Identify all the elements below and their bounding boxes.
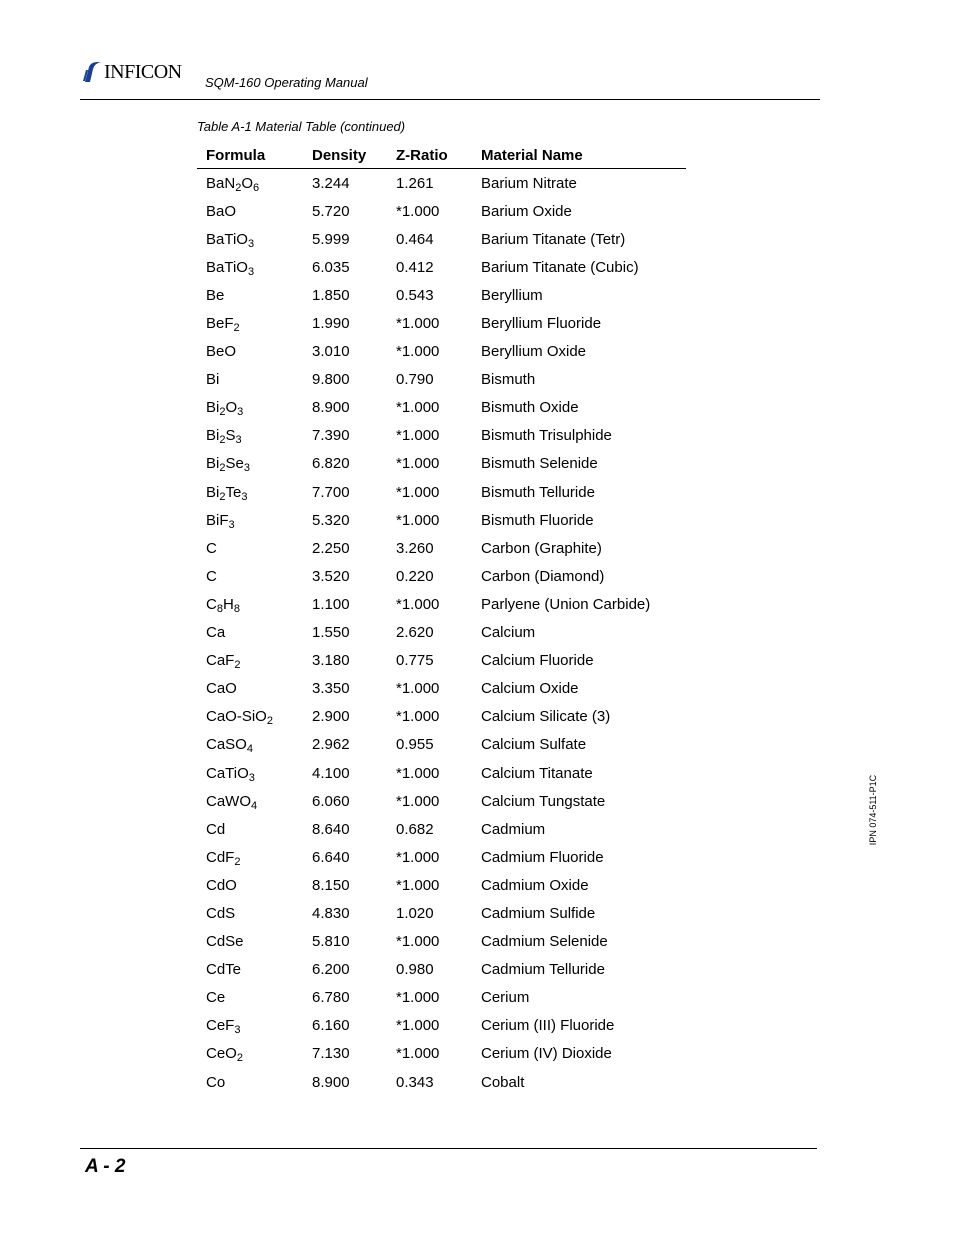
table-row xyxy=(197,534,686,562)
column-header-material-name: Material Name xyxy=(481,142,686,169)
formula-element: CaSO xyxy=(206,736,247,754)
table-row xyxy=(197,366,686,394)
cell-z-ratio: *1.000 xyxy=(396,792,440,810)
cell-z-ratio: 1.020 xyxy=(396,904,434,922)
table-row xyxy=(197,422,686,450)
cell-formula xyxy=(197,928,312,956)
table-row xyxy=(197,506,686,534)
formula-element: CdS xyxy=(206,904,236,922)
formula-subscript: 3 xyxy=(228,518,235,531)
table-row xyxy=(197,787,686,815)
formula-subscript: 3 xyxy=(243,462,250,475)
cell-density: 4.100 xyxy=(312,764,350,782)
cell-name: Cerium xyxy=(481,989,530,1007)
cell-z-ratio: *1.000 xyxy=(396,343,440,361)
formula-element: CdTe xyxy=(206,961,242,979)
table-row xyxy=(197,871,686,899)
formula-element: Bi xyxy=(206,427,220,445)
cell-z-ratio: 0.464 xyxy=(396,230,434,248)
table-row xyxy=(197,309,686,337)
cell-name: Bismuth Trisulphide xyxy=(481,427,612,445)
formula-subscript: 2 xyxy=(236,1052,243,1065)
cell-formula xyxy=(197,422,312,450)
cell-z-ratio: *1.000 xyxy=(396,455,440,473)
formula-subscript: 2 xyxy=(235,181,242,194)
table-row xyxy=(197,1012,686,1040)
formula-element: CaO-SiO xyxy=(206,708,267,726)
cell-name: Barium Oxide xyxy=(481,202,572,220)
cell-z-ratio: *1.000 xyxy=(396,399,440,417)
cell-name: Bismuth Fluoride xyxy=(481,511,594,529)
table-caption: Table A-1 Material Table (continued) xyxy=(197,119,406,134)
cell-z-ratio: 0.775 xyxy=(396,652,434,670)
formula-element: C xyxy=(206,539,217,557)
column-header-z-ratio: Z-Ratio xyxy=(396,142,481,169)
formula-element: CaF xyxy=(206,652,235,670)
cell-formula xyxy=(197,394,312,422)
footer-rule xyxy=(80,1148,817,1149)
formula-element: Te xyxy=(225,483,242,501)
cell-z-ratio: *1.000 xyxy=(396,1017,440,1035)
formula-element: Ca xyxy=(206,624,226,642)
formula-element: CaWO xyxy=(206,792,251,810)
formula-element: Cd xyxy=(206,820,226,838)
formula-element: Ce xyxy=(206,989,226,1007)
cell-name: Cadmium Oxide xyxy=(481,876,589,894)
table-row xyxy=(197,1040,686,1068)
cell-name: Bismuth Oxide xyxy=(481,399,579,417)
cell-density: 7.390 xyxy=(312,427,350,445)
cell-density: 5.320 xyxy=(312,511,350,529)
table-body xyxy=(197,169,686,1097)
cell-formula xyxy=(197,590,312,618)
formula-element: BeO xyxy=(206,343,237,361)
formula-subscript: 2 xyxy=(219,434,226,447)
formula-element: C xyxy=(206,567,217,585)
cell-z-ratio: 0.980 xyxy=(396,961,434,979)
cell-formula xyxy=(197,309,312,337)
cell-name: Carbon (Graphite) xyxy=(481,539,602,557)
formula-subscript: 2 xyxy=(234,855,241,868)
table-row xyxy=(197,815,686,843)
cell-formula xyxy=(197,366,312,394)
cell-density: 3.350 xyxy=(312,680,350,698)
formula-subscript: 3 xyxy=(235,434,242,447)
cell-density: 7.130 xyxy=(312,1045,350,1063)
cell-density: 6.200 xyxy=(312,961,350,979)
cell-density: 6.035 xyxy=(312,258,350,276)
cell-name: Cadmium Telluride xyxy=(481,961,605,979)
cell-formula xyxy=(197,506,312,534)
cell-name: Beryllium xyxy=(481,286,543,304)
cell-density: 5.999 xyxy=(312,230,350,248)
cell-formula xyxy=(197,815,312,843)
formula-subscript: 2 xyxy=(219,462,226,475)
cell-density: 3.180 xyxy=(312,652,350,670)
cell-z-ratio: 0.412 xyxy=(396,258,434,276)
cell-z-ratio: *1.000 xyxy=(396,595,440,613)
cell-name: Bismuth Telluride xyxy=(481,483,595,501)
cell-name: Cadmium xyxy=(481,820,546,838)
formula-subscript: 3 xyxy=(248,771,255,784)
cell-density: 3.010 xyxy=(312,343,350,361)
cell-density: 1.550 xyxy=(312,624,350,642)
cell-formula xyxy=(197,759,312,787)
cell-z-ratio: *1.000 xyxy=(396,315,440,333)
cell-z-ratio: 0.955 xyxy=(396,736,434,754)
cell-formula xyxy=(197,338,312,366)
cell-density: 2.962 xyxy=(312,736,350,754)
cell-density: 6.160 xyxy=(312,1017,350,1035)
cell-name: Bismuth Selenide xyxy=(481,455,598,473)
cell-density: 4.830 xyxy=(312,904,350,922)
cell-name: Cadmium Sulfide xyxy=(481,904,596,922)
cell-z-ratio: *1.000 xyxy=(396,511,440,529)
formula-subscript: 2 xyxy=(219,406,226,419)
formula-element: Bi xyxy=(206,455,220,473)
cell-density: 8.640 xyxy=(312,820,350,838)
cell-name: Calcium Oxide xyxy=(481,680,579,698)
table-row xyxy=(197,899,686,927)
table-row xyxy=(197,281,686,309)
formula-element: Ba xyxy=(206,174,225,192)
cell-density: 6.060 xyxy=(312,792,350,810)
formula-subscript: 3 xyxy=(241,490,248,503)
header-rule xyxy=(80,99,820,100)
cell-name: Parlyene (Union Carbide) xyxy=(481,595,651,613)
cell-z-ratio: 1.261 xyxy=(396,174,434,192)
cell-formula xyxy=(197,1040,312,1068)
formula-element: BaO xyxy=(206,202,237,220)
cell-name: Cadmium Selenide xyxy=(481,933,608,951)
column-header-formula: Formula xyxy=(197,142,312,169)
table-row xyxy=(197,619,686,647)
formula-element: CdF xyxy=(206,848,235,866)
formula-element: O xyxy=(225,399,238,417)
formula-element: H xyxy=(222,595,234,613)
formula-subscript: 3 xyxy=(247,237,255,250)
table-row xyxy=(197,169,686,198)
cell-z-ratio: 0.220 xyxy=(396,567,434,585)
cell-z-ratio: *1.000 xyxy=(396,680,440,698)
table-row xyxy=(197,478,686,506)
table-row xyxy=(197,197,686,225)
material-table xyxy=(197,142,686,1096)
cell-formula xyxy=(197,562,312,590)
cell-formula xyxy=(197,1012,312,1040)
formula-subscript: 8 xyxy=(216,602,223,615)
formula-element: BaTiO xyxy=(206,258,248,276)
formula-subscript: 4 xyxy=(251,799,258,812)
formula-subscript: 3 xyxy=(234,1024,241,1037)
formula-element: CeF xyxy=(206,1017,235,1035)
cell-formula xyxy=(197,843,312,871)
formula-element: C xyxy=(206,595,217,613)
cell-formula xyxy=(197,619,312,647)
cell-name: Barium Nitrate xyxy=(481,174,577,192)
formula-element: BiF xyxy=(206,511,229,529)
cell-density: 1.100 xyxy=(312,595,350,613)
ipn-label: IPN 074-511-P1C xyxy=(868,774,878,846)
cell-z-ratio: *1.000 xyxy=(396,989,440,1007)
formula-subscript: 8 xyxy=(233,602,240,615)
table-row xyxy=(197,338,686,366)
cell-density: 7.700 xyxy=(312,483,350,501)
cell-formula xyxy=(197,450,312,478)
formula-element: Co xyxy=(206,1073,226,1091)
cell-name: Beryllium Oxide xyxy=(481,343,587,361)
formula-element: Be xyxy=(206,286,225,304)
cell-name: Cerium (IV) Dioxide xyxy=(481,1045,612,1063)
cell-formula xyxy=(197,1068,312,1096)
cell-density: 9.800 xyxy=(312,371,350,389)
cell-z-ratio: *1.000 xyxy=(396,848,440,866)
formula-element: Se xyxy=(225,455,244,473)
cell-z-ratio: 2.620 xyxy=(396,624,434,642)
cell-density: 8.150 xyxy=(312,876,350,894)
cell-density: 2.900 xyxy=(312,708,350,726)
cell-formula xyxy=(197,197,312,225)
manual-title: SQM-160 Operating Manual xyxy=(205,75,368,90)
inficon-logo xyxy=(82,60,182,84)
formula-element: CdO xyxy=(206,876,237,894)
cell-z-ratio: *1.000 xyxy=(396,427,440,445)
cell-name: Cadmium Fluoride xyxy=(481,848,604,866)
cell-name: Calcium Silicate (3) xyxy=(481,708,611,726)
table-row xyxy=(197,843,686,871)
formula-subscript: 3 xyxy=(237,406,244,419)
table-row xyxy=(197,225,686,253)
formula-subscript: 2 xyxy=(266,715,273,728)
formula-element: S xyxy=(225,427,236,445)
cell-z-ratio: *1.000 xyxy=(396,708,440,726)
formula-subscript: 2 xyxy=(219,490,226,503)
table-row xyxy=(197,253,686,281)
cell-z-ratio: 3.260 xyxy=(396,539,434,557)
cell-z-ratio: 0.682 xyxy=(396,820,434,838)
cell-formula xyxy=(197,478,312,506)
cell-name: Calcium Tungstate xyxy=(481,792,606,810)
cell-z-ratio: *1.000 xyxy=(396,483,440,501)
cell-density: 8.900 xyxy=(312,399,350,417)
cell-density: 6.820 xyxy=(312,455,350,473)
cell-name: Bismuth xyxy=(481,371,536,389)
formula-element: Bi xyxy=(206,483,220,501)
cell-density: 1.990 xyxy=(312,315,350,333)
cell-formula xyxy=(197,731,312,759)
cell-formula xyxy=(197,281,312,309)
cell-z-ratio: 0.790 xyxy=(396,371,434,389)
formula-element: CdSe xyxy=(206,933,244,951)
cell-name: Calcium Titanate xyxy=(481,764,593,782)
table-row xyxy=(197,759,686,787)
table-row xyxy=(197,956,686,984)
table-row xyxy=(197,675,686,703)
table-row xyxy=(197,562,686,590)
formula-subscript: 4 xyxy=(246,743,253,756)
cell-name: Barium Titanate (Tetr) xyxy=(481,230,626,248)
cell-formula xyxy=(197,703,312,731)
cell-density: 3.244 xyxy=(312,174,350,192)
formula-element: BeF xyxy=(206,315,234,333)
formula-element: N xyxy=(224,174,236,192)
cell-formula xyxy=(197,169,312,198)
cell-formula xyxy=(197,225,312,253)
cell-density: 2.250 xyxy=(312,539,350,557)
cell-density: 3.520 xyxy=(312,567,350,585)
formula-subscript: 3 xyxy=(247,265,255,278)
inficon-logo-icon xyxy=(82,61,102,83)
cell-formula xyxy=(197,534,312,562)
formula-subscript: 2 xyxy=(234,659,241,672)
table-row xyxy=(197,590,686,618)
formula-element: CeO xyxy=(206,1045,237,1063)
cell-density: 8.900 xyxy=(312,1073,350,1091)
page-number: A - 2 xyxy=(85,1156,126,1177)
formula-subscript: 6 xyxy=(253,181,260,194)
column-header-density: Density xyxy=(312,142,396,169)
cell-name: Barium Titanate (Cubic) xyxy=(481,258,639,276)
cell-name: Cerium (III) Fluoride xyxy=(481,1017,615,1035)
cell-z-ratio: *1.000 xyxy=(396,1045,440,1063)
cell-density: 5.810 xyxy=(312,933,350,951)
cell-formula xyxy=(197,871,312,899)
cell-name: Carbon (Diamond) xyxy=(481,567,605,585)
cell-formula xyxy=(197,956,312,984)
table-row xyxy=(197,984,686,1012)
cell-formula xyxy=(197,899,312,927)
formula-element: O xyxy=(241,174,253,192)
formula-element: CaTiO xyxy=(206,764,249,782)
cell-formula xyxy=(197,675,312,703)
table-row xyxy=(197,647,686,675)
cell-z-ratio: *1.000 xyxy=(396,764,440,782)
logo-wordmark: INFICON xyxy=(104,61,182,83)
cell-density: 6.640 xyxy=(312,848,350,866)
table-row xyxy=(197,928,686,956)
cell-z-ratio: 0.543 xyxy=(396,286,434,304)
formula-element: BaTiO xyxy=(206,230,248,248)
cell-formula xyxy=(197,253,312,281)
table-header-row xyxy=(197,142,686,169)
table-row xyxy=(197,450,686,478)
formula-element: Bi xyxy=(206,371,220,389)
cell-z-ratio: 0.343 xyxy=(396,1073,434,1091)
cell-name: Cobalt xyxy=(481,1073,525,1091)
cell-z-ratio: *1.000 xyxy=(396,202,440,220)
cell-density: 6.780 xyxy=(312,989,350,1007)
formula-element: Bi xyxy=(206,399,220,417)
table-row xyxy=(197,731,686,759)
cell-name: Calcium xyxy=(481,624,536,642)
table-row xyxy=(197,703,686,731)
cell-z-ratio: *1.000 xyxy=(396,933,440,951)
cell-formula xyxy=(197,787,312,815)
cell-density: 5.720 xyxy=(312,202,350,220)
table-row xyxy=(197,1068,686,1096)
cell-name: Beryllium Fluoride xyxy=(481,315,602,333)
cell-formula xyxy=(197,647,312,675)
table-row xyxy=(197,394,686,422)
cell-density: 1.850 xyxy=(312,286,350,304)
cell-z-ratio: *1.000 xyxy=(396,876,440,894)
formula-element: CaO xyxy=(206,680,237,698)
cell-name: Calcium Fluoride xyxy=(481,652,594,670)
cell-formula xyxy=(197,984,312,1012)
cell-name: Calcium Sulfate xyxy=(481,736,587,754)
formula-subscript: 2 xyxy=(233,322,240,335)
